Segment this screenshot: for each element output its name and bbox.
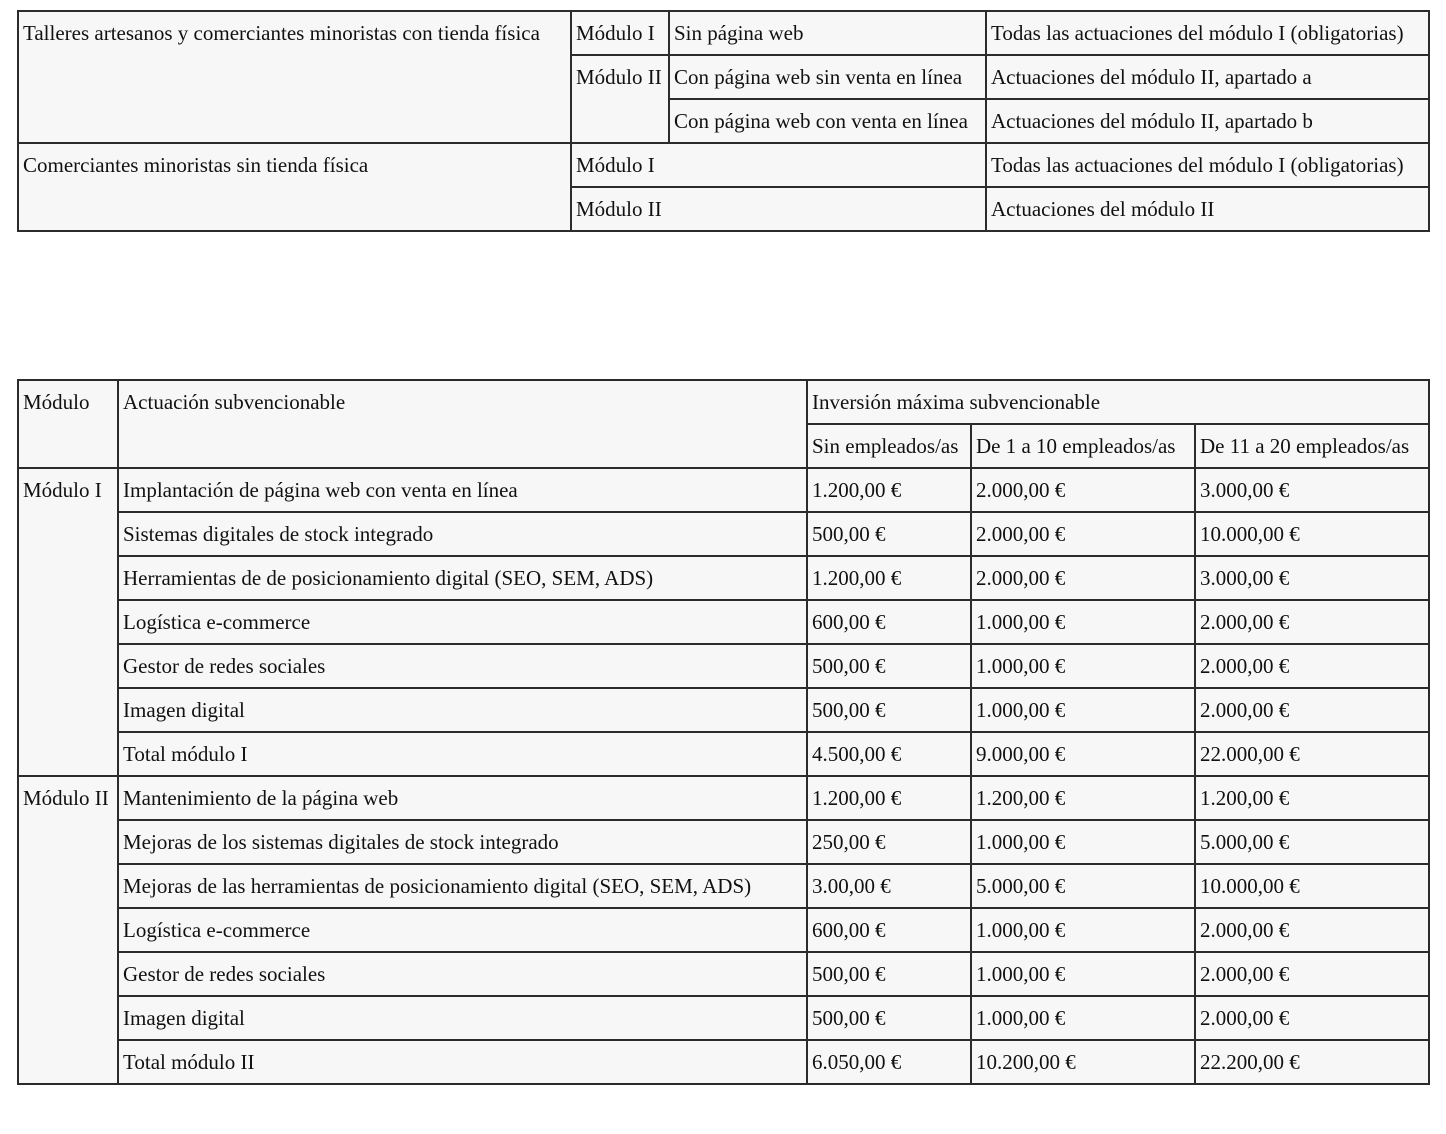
table-row: [18, 864, 1429, 908]
amount-cell: 10.000,00 €: [1195, 512, 1429, 556]
header-module: Módulo: [18, 380, 118, 468]
amount-cell: 2.000,00 €: [1195, 908, 1429, 952]
table-row: [18, 1040, 1429, 1084]
amount-cell: 600,00 €: [807, 600, 971, 644]
action-cell: Gestor de redes sociales: [118, 952, 807, 996]
amount-cell: 2.000,00 €: [1195, 996, 1429, 1040]
amount-cell: 1.200,00 €: [807, 776, 971, 820]
amount-cell: 250,00 €: [807, 820, 971, 864]
amount-cell: 1.200,00 €: [971, 776, 1195, 820]
action-cell: Mejoras de los sistemas digitales de stock integrado: [118, 820, 807, 864]
amount-cell: 3.00,00 €: [807, 864, 971, 908]
amount-cell: 500,00 €: [807, 952, 971, 996]
action-cell: Imagen digital: [118, 996, 807, 1040]
header-11-20-employees: De 11 a 20 empleados/as: [1195, 424, 1429, 468]
table-row: [18, 644, 1429, 688]
amount-cell: 5.000,00 €: [1195, 820, 1429, 864]
action-cell: Implantación de página web con venta en línea: [118, 468, 807, 512]
amount-cell: 2.000,00 €: [1195, 600, 1429, 644]
amount-cell: 500,00 €: [807, 688, 971, 732]
situation-cell: Sin página web: [669, 11, 986, 55]
amount-cell: 1.000,00 €: [971, 688, 1195, 732]
amount-cell: 2.000,00 €: [1195, 644, 1429, 688]
actions-cell: Todas las actuaciones del módulo I (obligatorias): [986, 11, 1429, 55]
amount-cell: 1.000,00 €: [971, 820, 1195, 864]
amount-cell: 10.200,00 €: [971, 1040, 1195, 1084]
amount-cell: 22.000,00 €: [1195, 732, 1429, 776]
amount-cell: 1.000,00 €: [971, 952, 1195, 996]
eligibility-table: [17, 10, 1430, 232]
header-row: [18, 380, 1429, 424]
action-cell: Mejoras de las herramientas de posicionamiento digital (SEO, SEM, ADS): [118, 864, 807, 908]
action-cell: Total módulo II: [118, 1040, 807, 1084]
amount-cell: 1.200,00 €: [807, 468, 971, 512]
amount-cell: 3.000,00 €: [1195, 556, 1429, 600]
action-cell: Herramientas de de posicionamiento digital (SEO, SEM, ADS): [118, 556, 807, 600]
module-cell: Módulo II: [571, 55, 669, 143]
actions-cell: Todas las actuaciones del módulo I (obligatorias): [986, 143, 1429, 187]
header-action: Actuación subvencionable: [118, 380, 807, 468]
table-row: [18, 776, 1429, 820]
table-row: [18, 11, 1429, 55]
actions-cell: Actuaciones del módulo II: [986, 187, 1429, 231]
amount-cell: 2.000,00 €: [1195, 952, 1429, 996]
table-row: [18, 952, 1429, 996]
amount-cell: 500,00 €: [807, 644, 971, 688]
action-cell: Sistemas digitales de stock integrado: [118, 512, 807, 556]
amount-cell: 2.000,00 €: [1195, 688, 1429, 732]
amount-cell: 4.500,00 €: [807, 732, 971, 776]
situation-cell: Con página web sin venta en línea: [669, 55, 986, 99]
module-cell: Módulo I: [571, 143, 986, 187]
amount-cell: 500,00 €: [807, 996, 971, 1040]
amount-cell: 2.000,00 €: [971, 512, 1195, 556]
amount-cell: 22.200,00 €: [1195, 1040, 1429, 1084]
action-cell: Mantenimiento de la página web: [118, 776, 807, 820]
amount-cell: 5.000,00 €: [971, 864, 1195, 908]
table-row: [18, 688, 1429, 732]
amount-cell: 500,00 €: [807, 512, 971, 556]
table-row: [18, 468, 1429, 512]
amount-cell: 1.000,00 €: [971, 996, 1195, 1040]
business-type-cell: Talleres artesanos y comerciantes minoristas con tienda física: [18, 11, 571, 143]
amount-cell: 1.000,00 €: [971, 600, 1195, 644]
header-investment: Inversión máxima subvencionable: [807, 380, 1429, 424]
table-row: [18, 556, 1429, 600]
amount-cell: 3.000,00 €: [1195, 468, 1429, 512]
table-row: [18, 143, 1429, 187]
table-row: [18, 908, 1429, 952]
table-row: [18, 996, 1429, 1040]
module-cell: Módulo II: [571, 187, 986, 231]
action-cell: Gestor de redes sociales: [118, 644, 807, 688]
action-cell: Logística e-commerce: [118, 600, 807, 644]
table-row: [18, 600, 1429, 644]
actions-cell: Actuaciones del módulo II, apartado a: [986, 55, 1429, 99]
action-cell: Imagen digital: [118, 688, 807, 732]
amount-cell: 1.200,00 €: [1195, 776, 1429, 820]
situation-cell: Con página web con venta en línea: [669, 99, 986, 143]
amount-cell: 9.000,00 €: [971, 732, 1195, 776]
table-row: [18, 512, 1429, 556]
module-cell: Módulo II: [18, 776, 118, 1084]
business-type-cell: Comerciantes minoristas sin tienda física: [18, 143, 571, 231]
investment-table: [17, 379, 1430, 1085]
amount-cell: 2.000,00 €: [971, 468, 1195, 512]
amount-cell: 1.000,00 €: [971, 644, 1195, 688]
action-cell: Total módulo I: [118, 732, 807, 776]
amount-cell: 2.000,00 €: [971, 556, 1195, 600]
amount-cell: 1.200,00 €: [807, 556, 971, 600]
table-row: [18, 820, 1429, 864]
module-cell: Módulo I: [571, 11, 669, 55]
amount-cell: 1.000,00 €: [971, 908, 1195, 952]
action-cell: Logística e-commerce: [118, 908, 807, 952]
header-no-employees: Sin empleados/as: [807, 424, 971, 468]
amount-cell: 600,00 €: [807, 908, 971, 952]
amount-cell: 6.050,00 €: [807, 1040, 971, 1084]
actions-cell: Actuaciones del módulo II, apartado b: [986, 99, 1429, 143]
amount-cell: 10.000,00 €: [1195, 864, 1429, 908]
table-row: [18, 732, 1429, 776]
header-1-10-employees: De 1 a 10 empleados/as: [971, 424, 1195, 468]
module-cell: Módulo I: [18, 468, 118, 776]
